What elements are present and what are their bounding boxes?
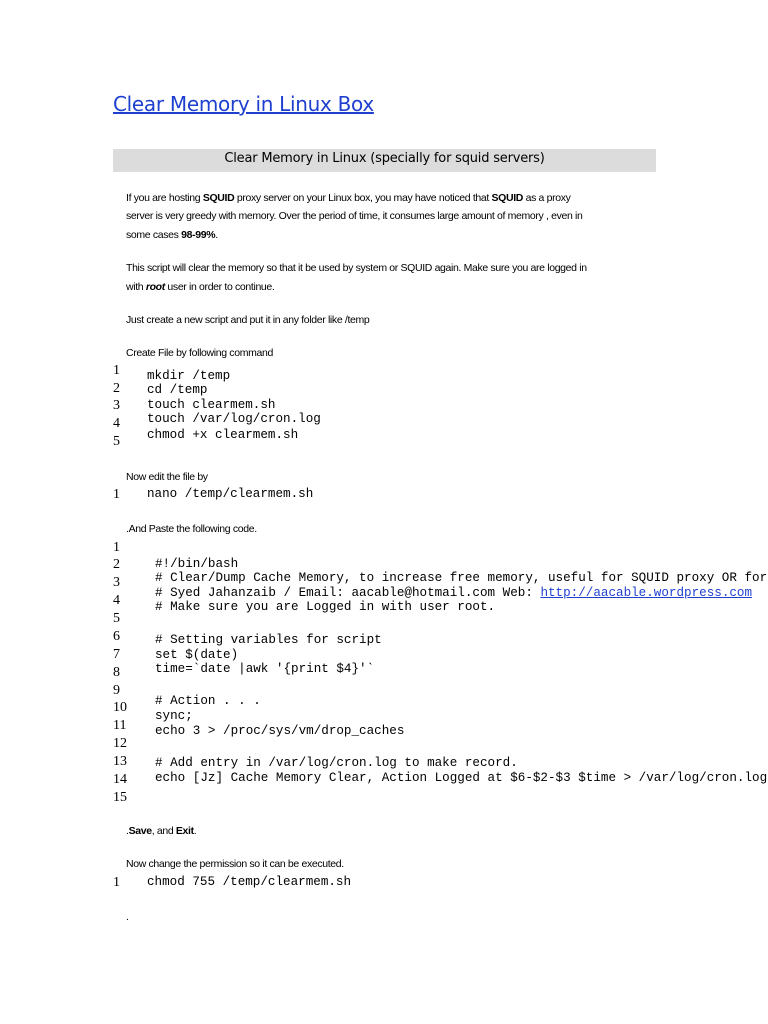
code-line: # Make sure you are Logged in with user root. bbox=[155, 600, 496, 614]
line-number: 13 bbox=[113, 754, 127, 769]
line-number: 1 bbox=[113, 363, 120, 378]
intro-line-3: some cases 98-99%. bbox=[126, 229, 218, 241]
line-number: 15 bbox=[113, 790, 127, 805]
code-line: # Syed Jahanzaib / Email: aacable@hotmail.com Web: http://aacable.wordpress.com bbox=[155, 586, 753, 600]
code-line: nano /temp/clearmem.sh bbox=[147, 487, 314, 501]
code-line: set $(date) bbox=[155, 648, 239, 662]
line-number: 5 bbox=[113, 611, 120, 626]
code-line: # Setting variables for script bbox=[155, 633, 382, 647]
page-title[interactable]: Clear Memory in Linux Box bbox=[113, 92, 374, 116]
code-line: # Add entry in /var/log/cron.log to make record. bbox=[155, 756, 518, 770]
code-line: # Action . . . bbox=[155, 694, 261, 708]
intro-line-1: If you are hosting SQUID proxy server on your Linux box, you may have noticed that SQUID as a proxy bbox=[126, 192, 571, 204]
line-number: 8 bbox=[113, 665, 120, 680]
trailing-dot: . bbox=[126, 911, 129, 923]
line-number: 2 bbox=[113, 381, 120, 396]
line-number: 6 bbox=[113, 629, 120, 644]
line-number: 3 bbox=[113, 398, 120, 413]
web-link[interactable]: http://aacable.wordpress.com bbox=[540, 586, 753, 600]
chmod-text: Now change the permission so it can be executed. bbox=[126, 858, 344, 870]
line-number: 4 bbox=[113, 593, 120, 608]
code-line: echo [Jz] Cache Memory Clear, Action Logged at $6-$2-$3 $time > /var/log/cron.log bbox=[155, 771, 768, 785]
line-number: 3 bbox=[113, 575, 120, 590]
line-number: 1 bbox=[113, 875, 120, 890]
code-line: touch clearmem.sh bbox=[147, 398, 276, 412]
line-number: 10 bbox=[113, 700, 127, 715]
save-exit-text: .Save, and Exit. bbox=[126, 825, 197, 837]
line-number: 5 bbox=[113, 434, 120, 449]
code-line: echo 3 > /proc/sys/vm/drop_caches bbox=[155, 724, 405, 738]
purpose-line-1: This script will clear the memory so that it be used by system or SQUID again. Make sure you are logged in bbox=[126, 262, 587, 274]
code-line: # Clear/Dump Cache Memory, to increase free memory, useful for SQUID proxy OR for bbox=[155, 571, 768, 585]
line-number: 7 bbox=[113, 647, 120, 662]
line-number: 4 bbox=[113, 416, 120, 431]
create-file-text: Create File by following command bbox=[126, 347, 273, 359]
line-number: 1 bbox=[113, 540, 120, 555]
line-number: 12 bbox=[113, 736, 127, 751]
line-number: 1 bbox=[113, 487, 120, 502]
paste-code-text: .And Paste the following code. bbox=[126, 523, 257, 535]
code-line: cd /temp bbox=[147, 383, 208, 397]
code-line: chmod 755 /temp/clearmem.sh bbox=[147, 875, 352, 889]
purpose-line-2: with root user in order to continue. bbox=[126, 281, 275, 293]
code-line: sync; bbox=[155, 709, 193, 723]
code-line: time=`date |awk '{print $4}'` bbox=[155, 662, 375, 676]
code-line: chmod +x clearmem.sh bbox=[147, 428, 299, 442]
line-number: 11 bbox=[113, 718, 127, 733]
code-line: touch /var/log/cron.log bbox=[147, 412, 321, 426]
code-line: mkdir /temp bbox=[147, 369, 231, 383]
line-number: 2 bbox=[113, 557, 120, 572]
code-line: #!/bin/bash bbox=[155, 557, 239, 571]
create-script-text: Just create a new script and put it in any folder like /temp bbox=[126, 314, 370, 326]
line-number: 14 bbox=[113, 772, 127, 787]
section-banner: Clear Memory in Linux (specially for squid servers) bbox=[113, 149, 656, 172]
intro-line-2: server is very greedy with memory. Over the period of time, it consumes large amount of memory , even in bbox=[126, 210, 583, 222]
edit-file-text: Now edit the file by bbox=[126, 471, 208, 483]
line-number: 9 bbox=[113, 683, 120, 698]
